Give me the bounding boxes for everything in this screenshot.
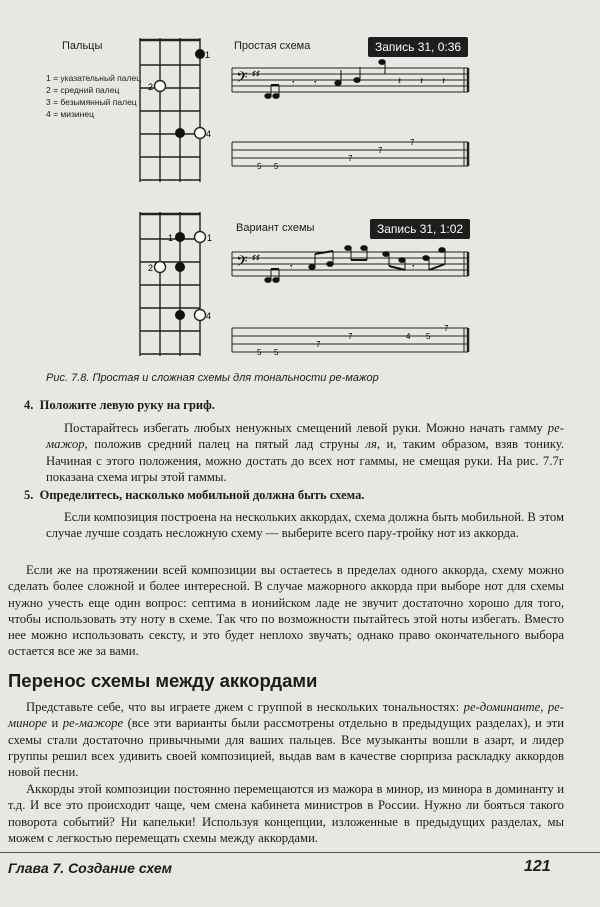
tab-number: 7 [378,146,383,155]
finger-legend [46,72,141,120]
legend-item-3: 3 = безымянный палец [46,97,137,107]
notation-staff-variant [230,240,475,358]
finger-number: 4 [206,311,212,321]
text-run-italic: ре-миноре [8,700,565,731]
rest-icon: 𝄾 [290,262,293,273]
rest-icon: 𝄽 [442,76,446,87]
page-number: 121 [524,858,551,875]
tab-number: 7 [348,154,353,163]
tab-number: 5 [257,348,262,357]
step-5-number: 5. [24,488,34,502]
note-head [439,248,445,253]
rest-icon: 𝄽 [398,76,402,87]
finger-dot [195,49,205,59]
simple-scheme-title: Простая схема [234,40,311,52]
rest-icon: 𝄽 [420,76,424,87]
step-4-number: 4. [24,398,34,412]
text-run: , и, таким образом, взяв тонику. Начиная с этого положения, можно достать до всех нот гаммы, не смещая руки. На рис. 7.7г показана схема игры этой гаммы. [46,437,564,484]
variant-scheme-title: Вариант схемы [236,222,315,234]
finger-number: 2 [148,263,154,273]
tab-number: 7 [444,324,449,333]
paragraph-2 [8,699,564,780]
rest-icon: 𝄾 [292,78,295,89]
sharp-icon: ♯♯ [252,253,260,262]
text-run: , [540,700,548,714]
step-5-title: Определитесь, насколько мобильной должна быть схема. [39,488,365,502]
note-head [361,246,367,251]
fingers-title: Пальцы [62,40,103,52]
audio-track-badge-simple[interactable]: Запись 31, 0:36 [368,37,468,57]
step-4-heading [24,398,564,413]
text-run-italic: ре-мажор [46,421,564,452]
footer-rule [0,852,600,853]
legend-item-2: 2 = средний палец [46,85,120,95]
note-head [354,78,360,83]
step-5-text: Если композиция построена на нескольких аккордах, схема должна быть мобильной. В этом случае лучше создать несложную схему — выберите всего пару-тройку нот из аккорда. [46,510,564,541]
finger-open-circle [155,262,166,273]
text-run: , положив средний палец на пятый лад струны [84,437,366,452]
note-head [273,278,279,283]
finger-dot [175,262,185,272]
text-run-italic: ля [365,437,377,452]
step-4-text [46,420,564,485]
tab-number: 7 [410,138,415,147]
finger-open-circle [195,232,206,243]
note-head [273,94,279,99]
fretboard-diagram-top [130,36,215,184]
note-head [327,262,333,267]
note-head [265,94,271,99]
chapter-title: Глава 7. Создание схем [8,860,172,876]
tab-number: 4 [406,332,411,341]
note-head [335,81,341,86]
finger-open-circle [155,81,166,92]
note-head [423,256,429,261]
sharp-icon: ♯♯ [252,69,260,78]
note-head [265,278,271,283]
bass-clef-icon: 𝄢 [236,253,248,273]
note-head [379,60,385,65]
finger-open-circle [195,128,206,139]
text-run: Постарайтесь избегать любых ненужных смещений левой руки. Можно начать гамму [64,421,548,435]
text-run: и [47,716,63,731]
tab-number: 5 [274,162,279,171]
step-5-heading [24,488,564,503]
note-head [309,265,315,270]
section-heading: Перенос схемы между аккордами [8,670,318,691]
paragraph-main: Если же на протяжении всей композиции вы остаетесь в пределах одного аккорда, схему можно сделать более сложной и более интересной. В случае мажорного аккорда при выборе нот для схемы нужно учесть еще один вопрос: септима в ионийском ладе не звучит достаточно хорошо для того, чтобы использовать эту ноту в схеме. Так что по возможности пытайтесь этой ноты избегать. Вместо нее можно использовать сексту, и это будет неплохо звучать; однако право окончательного выбора остается все же за вами. [8,563,564,659]
finger-number: 4 [206,129,212,139]
finger-number: 1 [205,50,211,60]
tab-number: 5 [257,162,262,171]
tab-number: 5 [426,332,431,341]
note-head [345,246,351,251]
note-head [399,258,405,263]
step-4-title: Положите левую руку на гриф. [39,398,215,412]
text-run-italic: ре-доминанте [463,700,541,714]
finger-number: 1 [168,233,174,243]
figure-caption: Рис. 7.8. Простая и сложная схемы для тональности ре-мажор [46,372,379,384]
tab-number: 5 [274,348,279,357]
note-head [383,252,389,257]
audio-track-badge-variant[interactable]: Запись 31, 1:02 [370,219,470,239]
paragraph-3: Аккорды этой композиции постоянно перемещаются из мажора в минор, из минора в доминанту и т.д. И все это происходит чаще, чем смена кабинета министров в России. Нужно ли бояться такого поворота событий? Ни капельки! Используя концепции, изложенные в предыдущих разделах, мы можем с легкостью перемещать схемы между аккордами. [8,782,564,845]
legend-item-1: 1 = указательный палец [46,73,142,83]
text-run: Представьте себе, что вы играете джем с группой в нескольких тональностях: [26,700,464,714]
tab-number: 7 [348,332,353,341]
text-run: (все эти варианты были рассмотрены отдельно в предыдущих разделах), и эти схемы стали достаточно привычными для ваших пальцев. Все музыканты вошли в азарт, и лидер группы решил всех удивить своей композицией, выдав вам в качестве сюрприза раскладку аккордов новой песни. [8,716,564,780]
finger-dot [175,310,185,320]
fretboard-diagram-bottom [130,210,215,360]
notation-staff-simple [230,58,475,176]
legend-item-4: 4 = мизинец [46,109,94,119]
finger-dot [175,128,185,138]
finger-dot [175,232,185,242]
finger-open-circle [195,310,206,321]
finger-number: 2 [148,82,154,92]
rest-icon: 𝄾 [314,78,317,89]
finger-number: 1 [207,233,213,243]
rest-icon: 𝄾 [412,262,415,273]
tab-number: 7 [316,340,321,349]
bass-clef-icon: 𝄢 [236,69,248,89]
text-run-italic: ре-мажоре [62,716,124,731]
